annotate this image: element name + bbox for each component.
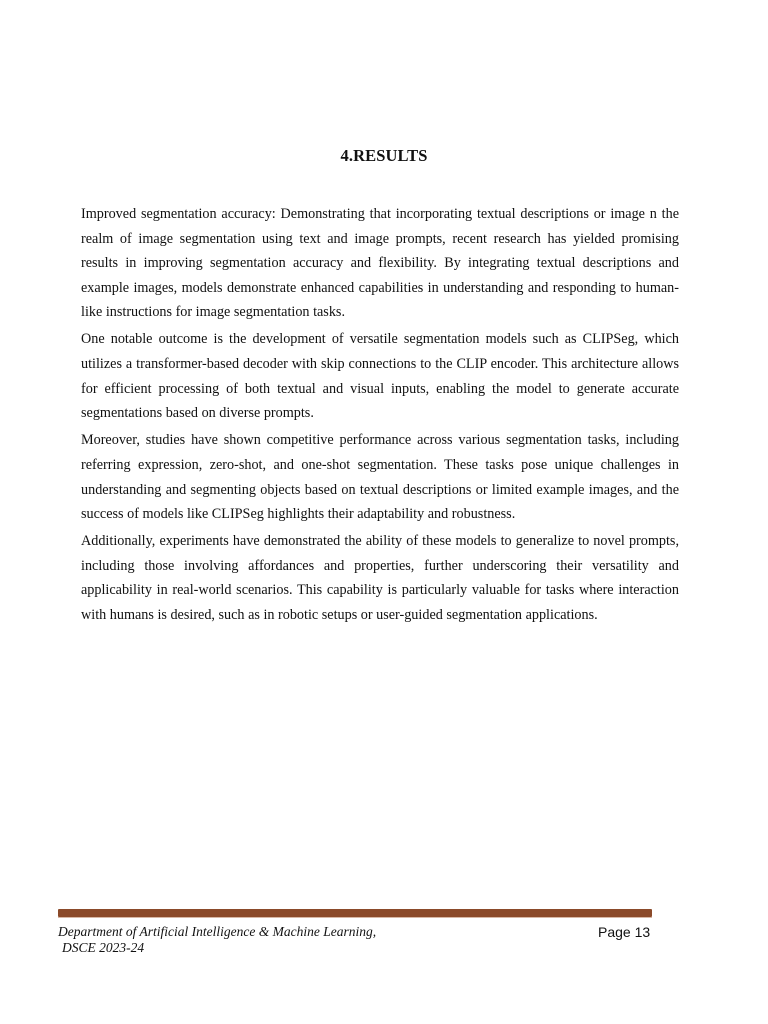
footer-department-line: Department of Artificial Intelligence & Machine Learning, — [58, 924, 377, 939]
paragraph-clipseg-outcome: One notable outcome is the development of versatile segmentation models such as CLIPSeg, which utilizes a transformer-based decoder with skip connections to the CLIP encoder. This architecture allows for efficient processing of both textual and visual inputs, enabling the model to generate accurate segmentations based on diverse prompts. — [81, 331, 679, 422]
footer-divider-shadow — [58, 917, 652, 918]
footer-divider — [58, 909, 652, 917]
paragraph-competitive-performance: Moreover, studies have shown competitive performance across various segmentation tasks, including referring expression, zero-shot, and one-shot segmentation. These tasks pose unique challenges in understanding and segmenting objects based on textual descriptions or limited example images, and the success of models like CLIPSeg highlights their adaptability and robustness. — [81, 432, 679, 523]
footer-session-line: DSCE 2023-24 — [62, 940, 145, 955]
footer-department — [58, 924, 478, 956]
section-heading: 4.RESULTS — [340, 146, 428, 165]
paragraph-generalization: Additionally, experiments have demonstrated the ability of these models to generalize to novel prompts, including those involving affordances and properties, further underscoring their versatility and applicability in real-world scenarios. This capability is particularly valuable for tasks where interaction with humans is desired, such as in robotic setups or user-guided segmentation applications. — [81, 533, 679, 623]
page-number: Page 13 — [598, 924, 651, 940]
results-body — [81, 202, 679, 630]
paragraph-segmentation-accuracy: Improved segmentation accuracy: Demonstrating that incorporating textual descriptions or image n the realm of image segmentation using text and image prompts, recent research has yielded promising results in improving segmentation accuracy and flexibility. By integrating textual descriptions and example images, models demonstrate enhanced capabilities in understanding and responding to human-like instructions for image segmentation tasks. — [81, 206, 679, 321]
